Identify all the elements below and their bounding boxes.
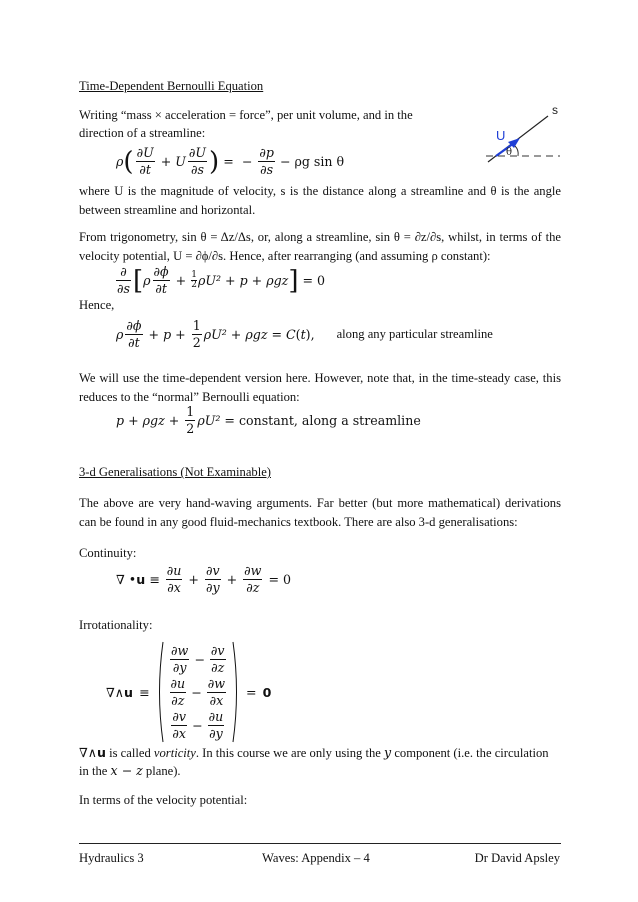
irrotationality-label: Irrotationality: <box>79 618 153 632</box>
label-s: s <box>552 103 558 117</box>
equation-unsteady-bernoulli: ρ $\frac{\partial\phi}{\partial t}$ + p + $\frac{1}{2}$ ρU² + ρgz = C ( t ), along any particular streamline <box>116 318 493 350</box>
left-paren <box>156 640 164 744</box>
equation-irrotationality: ∇∧ u ≡ $\frac{\partial w}{\partial y}$ − $\frac{\partial v}{\partial z}$ $\frac{\partial u}{\partial z}$ − $\frac{\partial w}{\partial x}$ $\frac{\partial v}{\partial x}$ − $\frac{\partial u}{\partial y}$ = 0 <box>106 640 271 744</box>
where-paragraph: where U is the magnitude of velocity, s is the distance along a streamline and θ is the angle between streamline and horizontal. <box>79 184 561 217</box>
angle-arc <box>515 146 518 156</box>
steady-paragraph: We will use the time-dependent version here. However, note that, in the time-steady case, this reduces to the “normal” Bernoulli equation: <box>79 371 561 404</box>
equation-momentum-rhs: − ρg sin θ <box>279 154 345 169</box>
equation-steady-bernoulli: p + ρgz + $\frac{1}{2}$ ρU² = constant, along a streamline <box>116 404 421 436</box>
section-heading-bernoulli: Time-Dependent Bernoulli Equation <box>79 79 264 93</box>
label-theta: θ <box>506 147 513 158</box>
footer-center: Waves: Appendix – 4 <box>262 851 370 865</box>
equation-continuity: ∇ • u ≡ $\frac{\partial u}{\partial x}$ + $\frac{\partial v}{\partial y}$ + $\frac{\partial w}{\partial z}$ = 0 <box>116 563 292 595</box>
label-u: U <box>496 128 506 143</box>
vorticity-line-1: ∇∧u is called vorticity. In this course we are only using the y component (i.e. the circulation <box>79 745 549 760</box>
trig-paragraph: From trigonometry, sin θ = Δz/Δs, or, along a streamline, sin θ = ∂z/∂s, whilst, in terms of the velocity potential, U = ∂ϕ/∂s. Hence, after rearranging (and assuming ρ constant): <box>79 230 561 263</box>
hence-label: Hence, <box>79 298 115 312</box>
footer-right: Dr David Apsley <box>474 851 560 865</box>
equation-derivative-form: $\frac{\partial}{\partial s}$ [ ρ $\frac{\partial\phi}{\partial t}$ + $\frac{1}{2}$ ρU² + p + ρgz ] = 0 <box>117 264 326 296</box>
potential-label: In terms of the velocity potential: <box>79 793 248 807</box>
equation-momentum: ρ ( $\frac{\partial U}{\partial t}$ + U $\frac{\partial U}{\partial s}$ ) = − $\frac{\partial p}{\partial s}$ − ρg sin θ <box>116 145 345 177</box>
equation-unsteady-tail: along any particular streamline <box>336 327 493 341</box>
equation-steady-tail: = constant, along a streamline <box>224 413 421 428</box>
streamline-diagram <box>478 100 568 170</box>
footer-rule <box>79 843 561 844</box>
footer-left: Hydraulics 3 <box>79 851 144 865</box>
intro-line-2: direction of a streamline: <box>79 126 206 140</box>
generalisations-paragraph: The above are very hand-waving arguments. Far better (but more mathematical) derivations can be found in any good fluid-mechanics textbook. There are also 3-d generalisations: <box>79 496 561 529</box>
section-heading-3d: 3-d Generalisations (Not Examinable) <box>79 465 271 479</box>
vorticity-line-2: in the x − z plane). <box>79 763 181 778</box>
intro-line-1: Writing “mass × acceleration = force”, per unit volume, and in the <box>79 108 413 122</box>
right-paren <box>232 640 240 744</box>
continuity-label: Continuity: <box>79 546 137 560</box>
